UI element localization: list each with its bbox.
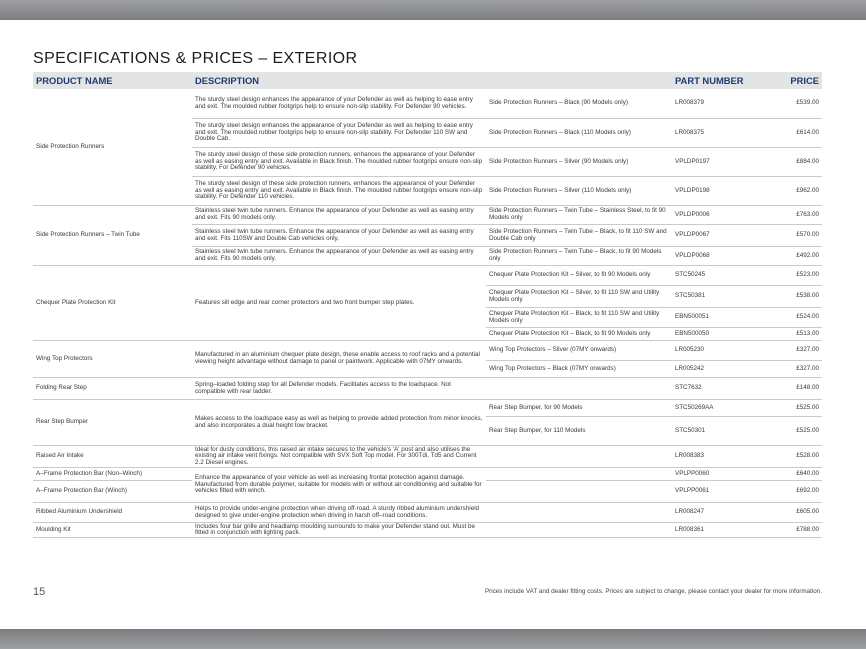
price-cell: £539.00 <box>756 89 822 118</box>
description-cell: Stainless steel twin tube runners. Enhance the appearance of your Defender as well as easing entry and exit. Fits 110SW and Double Cab vehicles only. <box>192 224 486 246</box>
item-variant-cell: Chequer Plate Protection Kit – Black, to fit 110 SW and Utility Models only <box>486 307 672 327</box>
part-number-cell: LR008383 <box>672 445 756 467</box>
description-cell: Includes four bar grille and headlamp moulding surrounds to make your Defender stand out. Must be fitted in conjunction with lighting pack. <box>192 522 486 537</box>
header-item-spacer <box>486 72 672 89</box>
description-cell: Spring–loaded folding step for all Defender models. Facilitates access to the loadspace. Not compatible with rear ladder. <box>192 377 486 399</box>
description-cell: Stainless steel twin tube runners. Enhance the appearance of your Defender as well as easing entry and exit. Fits 90 models only. <box>192 205 486 224</box>
item-variant-cell: Rear Step Bumper, for 110 Models <box>486 416 672 445</box>
price-cell: £614.00 <box>756 118 822 147</box>
price-cell: £148.00 <box>756 377 822 399</box>
header-part-number: PART NUMBER <box>672 72 756 89</box>
description-cell: Ideal for dusty conditions, this raised air intake secures to the vehicle's 'A' post and also utilises the existing air intake vent fixings. Not compatible with SVX Soft Top model. For 300Tdi, Td5 and Current 2.2 Diesel engines. <box>192 445 486 467</box>
item-variant-cell: Wing Top Protectors – Black (07MY onwards) <box>486 360 672 377</box>
price-cell: £525.00 <box>756 416 822 445</box>
table-row <box>33 205 822 224</box>
item-variant-cell: Chequer Plate Protection Kit – Silver, to fit 110 SW and Utility Models only <box>486 285 672 307</box>
part-number-cell: LR008247 <box>672 502 756 522</box>
header-price: PRICE <box>756 72 822 89</box>
product-name-cell: Raised Air Intake <box>33 445 192 467</box>
part-number-cell: LR008379 <box>672 89 756 118</box>
product-name-cell: Rear Step Bumper <box>33 399 192 445</box>
item-variant-cell: Chequer Plate Protection Kit – Silver, to fit 90 Models only <box>486 265 672 285</box>
item-variant-cell: Side Protection Runners – Twin Tube – Black, to fit 110 SW and Double Cab only <box>486 224 672 246</box>
price-cell: £524.00 <box>756 307 822 327</box>
price-cell: £492.00 <box>756 246 822 265</box>
price-cell: £525.00 <box>756 399 822 416</box>
description-cell: The sturdy steel design enhances the appearance of your Defender as well as helping to ease entry and exit. The moulded rubber footgrips help to ensure non-slip stability. For Defender 110 SW and Double Cab. <box>192 118 486 147</box>
item-variant-cell: Side Protection Runners – Black (90 Models only) <box>486 89 672 118</box>
part-number-cell: STC50381 <box>672 285 756 307</box>
part-number-cell: EBN500051 <box>672 307 756 327</box>
page-number: 15 <box>33 586 46 598</box>
description-cell: Enhance the appearance of your vehicle as well as increasing frontal protection against damage. Manufactured from durable polymer, suitable for models with or without air conditioning and suitable for vehicles fitted with winch. <box>192 467 486 502</box>
part-number-cell: VPLDP0197 <box>672 147 756 176</box>
description-cell: Features sill edge and rear corner protectors and two front bumper step plates. <box>192 265 486 340</box>
top-frame-bar <box>0 0 866 20</box>
part-number-cell: EBN500050 <box>672 327 756 340</box>
description-cell: The sturdy steel design of these side protection runners, enhances the appearance of your Defender as well as easing entry and exit. Available in Black finish. The moulded rubber footgrips ensure non-slip stability. For Defender 90 vehicles. <box>192 147 486 176</box>
header-product-name: PRODUCT NAME <box>33 72 192 89</box>
item-variant-cell: Side Protection Runners – Silver (90 Models only) <box>486 147 672 176</box>
page-title: SPECIFICATIONS & PRICES – EXTERIOR <box>33 50 358 67</box>
price-cell: £327.00 <box>756 340 822 360</box>
part-number-cell: VPLDP0006 <box>672 205 756 224</box>
product-name-cell: Ribbed Aluminium Undershield <box>33 502 192 522</box>
price-cell: £692.00 <box>756 480 822 502</box>
product-name-cell: A–Frame Protection Bar (Winch) <box>33 480 192 502</box>
price-cell: £605.00 <box>756 502 822 522</box>
price-cell: £523.00 <box>756 265 822 285</box>
table-body <box>33 89 822 538</box>
table-row <box>33 265 822 285</box>
item-variant-cell <box>486 467 672 480</box>
product-name-cell: Side Protection Runners – Twin Tube <box>33 205 192 265</box>
item-variant-cell: Side Protection Runners – Black (110 Models only) <box>486 118 672 147</box>
footer-note: Prices include VAT and dealer fitting costs. Prices are subject to change, please contact your dealer for more information. <box>484 588 822 595</box>
product-name-cell: Wing Top Protectors <box>33 340 192 377</box>
part-number-cell: VPLDP0198 <box>672 176 756 205</box>
part-number-cell: VPLPP0061 <box>672 480 756 502</box>
description-cell: Helps to provide under-engine protection when driving off-road. A sturdy ribbed aluminium undershield designed to give under-engine protection when driving in harsh off–road conditions. <box>192 502 486 522</box>
price-cell: £788.00 <box>756 522 822 537</box>
table-row <box>33 502 822 522</box>
table-row <box>33 467 822 480</box>
price-cell: £884.00 <box>756 147 822 176</box>
item-variant-cell <box>486 377 672 399</box>
part-number-cell: STC50269AA <box>672 399 756 416</box>
price-cell: £763.00 <box>756 205 822 224</box>
part-number-cell: LR005242 <box>672 360 756 377</box>
product-name-cell: A–Frame Protection Bar (Non–Winch) <box>33 467 192 480</box>
part-number-cell: LR008375 <box>672 118 756 147</box>
table-row <box>33 445 822 467</box>
item-variant-cell: Chequer Plate Protection Kit – Black, to fit 90 Models only <box>486 327 672 340</box>
price-cell: £962.00 <box>756 176 822 205</box>
part-number-cell: LR008361 <box>672 522 756 537</box>
item-variant-cell: Wing Top Protectors – Silver (07MY onwards) <box>486 340 672 360</box>
price-cell: £640.00 <box>756 467 822 480</box>
item-variant-cell <box>486 502 672 522</box>
item-variant-cell: Side Protection Runners – Twin Tube – Black, to fit 90 Models only <box>486 246 672 265</box>
product-name-cell: Side Protection Runners <box>33 89 192 205</box>
spec-price-table <box>33 72 822 538</box>
table-row <box>33 377 822 399</box>
part-number-cell: STC7632 <box>672 377 756 399</box>
item-variant-cell: Rear Step Bumper, for 90 Models <box>486 399 672 416</box>
part-number-cell: VPLDP0067 <box>672 224 756 246</box>
item-variant-cell: Side Protection Runners – Twin Tube – Stainless Steel, to fit 90 Models only <box>486 205 672 224</box>
table-header-row <box>33 72 822 89</box>
item-variant-cell: Side Protection Runners – Silver (110 Models only) <box>486 176 672 205</box>
description-cell: Stainless steel twin tube runners. Enhance the appearance of your Defender as well as easing entry and exit. Fits 90 models only. <box>192 246 486 265</box>
product-name-cell: Moulding Kit <box>33 522 192 537</box>
part-number-cell: VPLPP0060 <box>672 467 756 480</box>
product-name-cell: Chequer Plate Protection Kit <box>33 265 192 340</box>
brochure-page <box>0 20 866 629</box>
product-name-cell: Folding Rear Step <box>33 377 192 399</box>
price-cell: £528.00 <box>756 445 822 467</box>
table-row <box>33 522 822 537</box>
part-number-cell: LR005230 <box>672 340 756 360</box>
table-row <box>33 399 822 416</box>
description-cell: The sturdy steel design of these side protection runners, enhances the appearance of your Defender as well as easing entry and exit. Available in Black finish. The moulded rubber footgrips ensure non-slip stability. For Defender 110 vehicles. <box>192 176 486 205</box>
part-number-cell: VPLDP0068 <box>672 246 756 265</box>
price-cell: £570.00 <box>756 224 822 246</box>
bottom-frame-bar <box>0 629 866 649</box>
description-cell: The sturdy steel design enhances the appearance of your Defender as well as helping to ease entry and exit. The moulded rubber footgrips help to ensure non-slip stability. For Defender 90 vehicles. <box>192 89 486 118</box>
header-description: DESCRIPTION <box>192 72 486 89</box>
part-number-cell: STC50245 <box>672 265 756 285</box>
item-variant-cell <box>486 522 672 537</box>
description-cell: Makes access to the loadspace easy as well as helping to provide added protection from minor knocks, and also incorporates a dual height tow bracket. <box>192 399 486 445</box>
price-cell: £513.00 <box>756 327 822 340</box>
item-variant-cell <box>486 480 672 502</box>
table-row <box>33 89 822 118</box>
price-cell: £327.00 <box>756 360 822 377</box>
item-variant-cell <box>486 445 672 467</box>
price-cell: £538.00 <box>756 285 822 307</box>
part-number-cell: STC50301 <box>672 416 756 445</box>
table-row <box>33 340 822 360</box>
description-cell: Manufactured in an aluminium chequer plate design, these enable access to roof racks and a potential viewing height advantage without damage to panel or paintwork. Applicable with 07MY onwards. <box>192 340 486 377</box>
